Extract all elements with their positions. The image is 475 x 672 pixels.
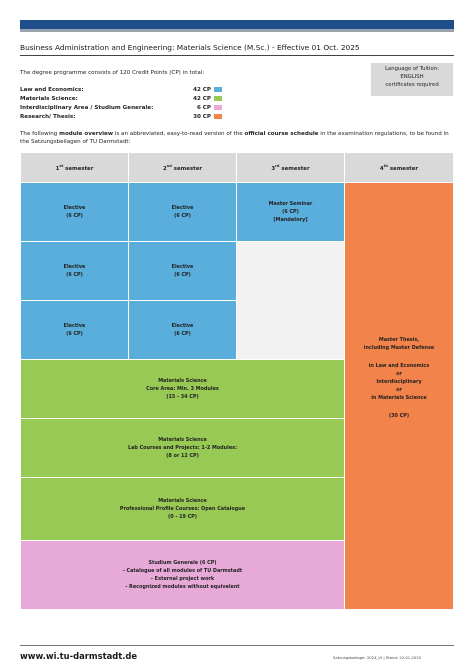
thesis-line: Interdisciplinary xyxy=(376,379,422,385)
semester-num: 1 xyxy=(55,165,60,172)
header-color-bar xyxy=(20,20,454,29)
semester-word: semester xyxy=(171,165,203,172)
core-cp: (15 - 34 CP) xyxy=(166,394,199,400)
overview-text: in the examination regulations, to be found in the Satzungsbeilagen of TU Darmstadt: xyxy=(20,131,449,145)
summary-name: Law and Economics: xyxy=(20,86,84,93)
summary-name: Research/ Thesis: xyxy=(20,113,76,120)
lab-courses-cell xyxy=(20,418,345,478)
thesis-or: or xyxy=(396,371,402,377)
language-note: certificates required xyxy=(385,82,439,88)
seminar-note: [Mandatory] xyxy=(273,217,308,223)
overview-bold: official course schedule xyxy=(244,131,319,137)
semester-sup: rd xyxy=(275,164,280,169)
summary-row-materials xyxy=(20,94,230,103)
thesis-line: Master Thesis, xyxy=(378,337,420,343)
elective-title: Elective xyxy=(63,264,86,270)
semester-sup: nd xyxy=(166,164,172,169)
semester-num: 3 xyxy=(271,165,276,172)
footer-meta: Satzungsbeilage: 2024_VI | Stand: 22.01.2025 xyxy=(333,655,422,660)
credit-summary xyxy=(20,85,230,121)
semester-num: 4 xyxy=(379,165,384,172)
lab-cp: (8 or 12 CP) xyxy=(166,453,199,459)
header-grey-bar xyxy=(20,29,454,32)
elective-title: Elective xyxy=(171,264,194,270)
empty-cell xyxy=(236,241,345,360)
title-divider xyxy=(20,55,454,56)
semester-header-2 xyxy=(128,152,237,183)
profile-title: Materials Science xyxy=(158,498,207,504)
summary-row-thesis xyxy=(20,112,230,121)
elective-cp: (6 CP) xyxy=(174,272,191,278)
elective-cell xyxy=(128,182,237,242)
generale-item: - Catalogue of all modules of TU Darmstadt xyxy=(122,568,243,574)
semester-header-label xyxy=(163,162,202,173)
thesis-or: or xyxy=(396,387,402,393)
thesis-line: including Master Defense xyxy=(363,345,435,351)
elective-cell xyxy=(20,241,129,301)
semester-word: semester xyxy=(387,165,419,172)
profile-subtitle: Professional Profile Courses: Open Catalogue xyxy=(119,506,246,512)
summary-cp: 30 CP xyxy=(193,113,211,120)
materials-color-swatch xyxy=(214,96,222,101)
elective-title: Elective xyxy=(171,323,194,329)
overview-text: is an abbreviated, easy-to-read version of the xyxy=(113,131,245,137)
core-area-cell xyxy=(20,359,345,419)
generale-item: - Recognized modules without equivalent xyxy=(125,584,240,590)
thesis-line: in Law and Economics xyxy=(368,363,430,369)
elective-title: Elective xyxy=(63,323,86,329)
elective-cp: (6 CP) xyxy=(66,331,83,337)
law-color-swatch xyxy=(214,87,222,92)
language-box xyxy=(371,63,453,96)
master-seminar-cell xyxy=(236,182,345,242)
lab-subtitle: Lab Courses and Projects: 1-2 Modules: xyxy=(127,445,238,451)
semester-header-1 xyxy=(20,152,129,183)
summary-cp: 42 CP xyxy=(193,86,211,93)
semester-num: 2 xyxy=(162,165,167,172)
summary-cp: 6 CP xyxy=(196,104,211,111)
overview-paragraph xyxy=(20,130,454,146)
elective-cell xyxy=(20,182,129,242)
semester-header-3 xyxy=(236,152,345,183)
interdisciplinary-color-swatch xyxy=(214,105,222,110)
professional-profile-cell xyxy=(20,477,345,541)
summary-row-law xyxy=(20,85,230,94)
semester-header-4 xyxy=(344,152,454,183)
semester-word: semester xyxy=(63,165,94,172)
semester-header-label xyxy=(380,162,418,173)
footer-url-link[interactable]: www.wi.tu-darmstadt.de xyxy=(20,651,138,661)
thesis-color-swatch xyxy=(214,114,222,119)
generale-title: Studium Generale (6 CP) xyxy=(148,560,217,566)
summary-row-interdisciplinary xyxy=(20,103,230,112)
lab-title: Materials Science xyxy=(158,437,207,443)
elective-cp: (6 CP) xyxy=(66,213,83,219)
elective-cp: (6 CP) xyxy=(174,331,191,337)
summary-name: Materials Science: xyxy=(20,95,78,102)
footer-divider xyxy=(20,645,454,646)
master-thesis-cell xyxy=(344,182,454,610)
elective-title: Elective xyxy=(63,205,86,211)
summary-name: Interdisciplinary Area / Studium Generale: xyxy=(20,104,154,111)
overview-bold: module overview xyxy=(59,131,113,137)
elective-cp: (6 CP) xyxy=(66,272,83,278)
elective-title: Elective xyxy=(171,205,194,211)
core-title: Materials Science xyxy=(158,378,207,384)
semester-header-label xyxy=(271,162,309,173)
elective-cp: (6 CP) xyxy=(174,213,191,219)
generale-item: - External project work xyxy=(150,576,215,582)
core-subtitle: Core Area: Min. 3 Modules xyxy=(146,386,219,392)
profile-cp: (0 - 19 CP) xyxy=(168,514,197,520)
thesis-cp: (30 CP) xyxy=(388,413,410,419)
language-value: ENGLISH xyxy=(400,74,424,80)
seminar-title: Master Seminar xyxy=(268,201,313,207)
language-label: Language of Tuition: xyxy=(385,66,439,72)
elective-cell xyxy=(20,300,129,360)
thesis-line: in Materials Science xyxy=(371,395,427,401)
studium-generale-cell xyxy=(20,540,345,610)
module-overview-grid xyxy=(20,152,454,610)
elective-cell xyxy=(128,241,237,301)
semester-sup: th xyxy=(383,164,388,169)
elective-cell xyxy=(128,300,237,360)
seminar-cp: (6 CP) xyxy=(282,209,299,215)
semester-sup: st xyxy=(59,164,64,169)
overview-text: The following xyxy=(20,131,60,137)
semester-header-label xyxy=(56,162,94,173)
semester-word: semester xyxy=(279,165,310,172)
summary-cp: 42 CP xyxy=(193,95,211,102)
intro-text: The degree programme consists of 120 Credit Points (CP) in total: xyxy=(20,70,205,76)
page-title: Business Administration and Engineering: Materials Science (M.Sc.) - Effective 01 Oct. 2025 xyxy=(20,43,360,52)
